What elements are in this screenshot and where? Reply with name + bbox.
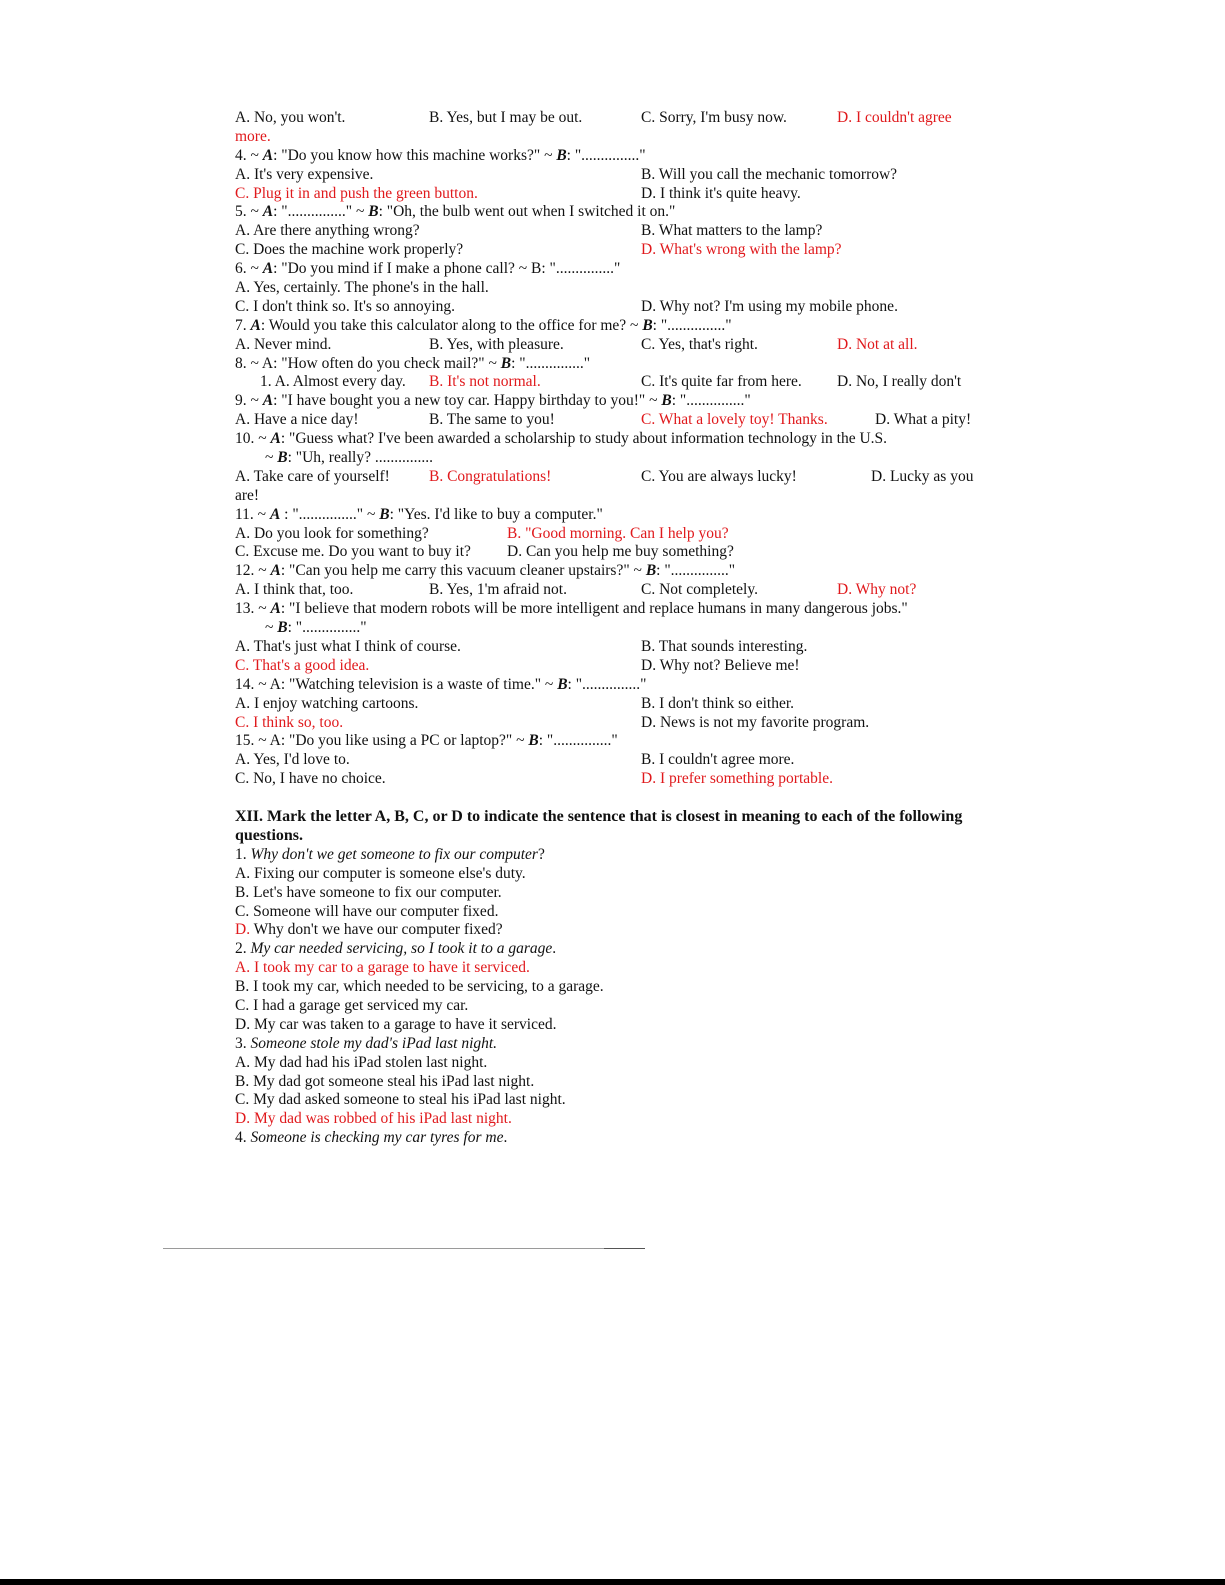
- q5-options-row1: [235, 222, 1000, 241]
- q15-options-row1: [235, 751, 1000, 770]
- q5-options-row2: [235, 241, 1000, 260]
- q9-options: [235, 411, 1000, 430]
- r3-option-d: [235, 1110, 1000, 1129]
- option-b-answer: B. It's not normal.: [429, 373, 541, 391]
- option-a: A. I think that, too.: [235, 581, 354, 599]
- section-heading: XII. Mark the letter A, B, C, or D to indicate the sentence that is closest in meaning to each of the following: [235, 808, 963, 826]
- q6-stem: 6. ~ A: "Do you mind if I make a phone call? ~ B: "...............": [235, 260, 621, 278]
- r2-option-c: C. I had a garage get serviced my car.: [235, 996, 469, 1014]
- option-c: C. Excuse me. Do you want to buy it?: [235, 543, 471, 561]
- r2-stem: 2. My car needed servicing, so I took it to a garage.: [235, 940, 557, 958]
- option-d-continuation: more.: [235, 127, 271, 145]
- option-b-answer: B. "Good morning. Can I help you?: [507, 524, 729, 542]
- option-c: C. I don't think so. It's so annoying.: [235, 297, 456, 315]
- option-d-answer: D. I couldn't agree: [837, 109, 952, 126]
- q12-options: [235, 581, 1000, 600]
- option-c: C. Sorry, I'm busy now.: [641, 109, 787, 126]
- q14-stem: 14. ~ A: "Watching television is a waste of time." ~ B: "...............": [235, 675, 647, 693]
- option-d: D. Lucky as you: [871, 467, 974, 485]
- option-a: A. Take care of yourself!: [235, 467, 390, 485]
- q11-options-row2: [235, 543, 1000, 562]
- q14-options-row2: [235, 714, 1000, 733]
- option-d-answer: D. What's wrong with the lamp?: [641, 241, 842, 259]
- page-bottom-edge: [0, 1579, 1225, 1585]
- option-d: D. No, I really don't: [837, 373, 962, 391]
- option-c-answer: C. What a lovely toy! Thanks.: [641, 411, 828, 429]
- q13-stem-b: ~ B: "...............": [265, 619, 367, 637]
- q3-options: [235, 109, 1000, 128]
- option-c-answer: C. That's a good idea.: [235, 656, 370, 674]
- q12-stem: 12. ~ A: "Can you help me carry this vacuum cleaner upstairs?" ~ B: "...............": [235, 562, 736, 580]
- option-d-answer: D. I prefer something portable.: [641, 770, 833, 788]
- q13-options-row2: [235, 657, 1000, 676]
- option-a: A. That's just what I think of course.: [235, 637, 461, 655]
- footnote-separator: [163, 1248, 645, 1249]
- q11-stem: 11. ~ A : "..............." ~ B: "Yes. I'd like to buy a computer.": [235, 505, 603, 523]
- option-c-answer: C. Plug it in and push the green button.: [235, 184, 478, 202]
- r1-option-a: A. Fixing our computer is someone else's duty.: [235, 864, 526, 882]
- q10-options: [235, 468, 1000, 487]
- option-c-answer: C. I think so, too.: [235, 713, 344, 731]
- option-b: B. Yes, with pleasure.: [429, 335, 564, 353]
- option-b: B. What matters to the lamp?: [641, 222, 823, 240]
- option-a: A. Never mind.: [235, 335, 332, 353]
- option-b: B. That sounds interesting.: [641, 637, 808, 655]
- q7-stem: 7. A: Would you take this calculator along to the office for me? ~ B: "...............": [235, 316, 732, 334]
- q7-options: [235, 336, 1000, 355]
- q8-stem: 8. ~ A: "How often do you check mail?" ~ B: "...............": [235, 354, 591, 372]
- option-d: D. Why not? I'm using my mobile phone.: [641, 297, 898, 315]
- option-c: C. It's quite far from here.: [641, 373, 802, 391]
- option-d: D. I think it's quite heavy.: [641, 184, 801, 202]
- option-b: B. I couldn't agree more.: [641, 751, 795, 769]
- option-d: D. What a pity!: [875, 411, 972, 429]
- option-a: A. It's very expensive.: [235, 165, 374, 183]
- r1-stem: 1. Why don't we get someone to fix our computer?: [235, 845, 545, 863]
- option-d-answer: D. Why not?: [837, 581, 917, 599]
- r1-option-d: D. Why don't we have our computer fixed?: [235, 921, 503, 939]
- option-d: D. News is not my favorite program.: [641, 713, 870, 731]
- r1-option-c: C. Someone will have our computer fixed.: [235, 902, 499, 920]
- q10-stem: 10. ~ A: "Guess what? I've been awarded a scholarship to study about information technology in the U.S.: [235, 430, 888, 448]
- option-d: D. Can you help me buy something?: [507, 543, 734, 561]
- q6-options-row2: [235, 298, 1000, 317]
- option-b: B. Will you call the mechanic tomorrow?: [641, 165, 898, 183]
- option-a: A. Do you look for something?: [235, 524, 429, 542]
- option-a: A. No, you won't.: [235, 109, 346, 126]
- option-b-answer: B. Congratulations!: [429, 467, 552, 485]
- option-a: A. I enjoy watching cartoons.: [235, 694, 419, 712]
- q4-options-row1: [235, 166, 1000, 185]
- q14-options-row1: [235, 695, 1000, 714]
- r3-option-a: A. My dad had his iPad stolen last night.: [235, 1053, 488, 1071]
- q13-options-row1: [235, 638, 1000, 657]
- r3-option-b: B. My dad got someone steal his iPad last night.: [235, 1072, 535, 1090]
- q6-options-row1: [235, 279, 1000, 298]
- q4-options-row2: [235, 185, 1000, 204]
- r4-stem: 4. Someone is checking my car tyres for me.: [235, 1129, 508, 1147]
- option-a: A. Are there anything wrong?: [235, 222, 420, 240]
- option-c: C. You are always lucky!: [641, 467, 797, 485]
- option-c: C. Does the machine work properly?: [235, 241, 464, 259]
- r3-stem: 3. Someone stole my dad's iPad last night.: [235, 1034, 498, 1052]
- r3-option-c: C. My dad asked someone to steal his iPad last night.: [235, 1091, 566, 1109]
- q13-stem: 13. ~ A: "I believe that modern robots will be more intelligent and replace humans in many dangerous jobs.": [235, 600, 908, 618]
- section-heading-cont: questions.: [235, 826, 304, 844]
- r2-option-a: [235, 959, 1000, 978]
- q9-stem: 9. ~ A: "I have bought you a new toy car. Happy birthday to you!" ~ B: "...............": [235, 392, 751, 410]
- option-c: C. Not completely.: [641, 581, 758, 599]
- option-d-answer: D. Not at all.: [837, 335, 918, 353]
- q8-options: [235, 373, 1000, 392]
- q11-options-row1: [235, 525, 1000, 544]
- q15-options-row2: [235, 770, 1000, 789]
- q10-stem-b: ~ B: "Uh, really? ...............: [265, 449, 433, 467]
- r2-option-d: D. My car was taken to a garage to have it serviced.: [235, 1015, 557, 1033]
- option-d: D. Why not? Believe me!: [641, 656, 800, 674]
- option-c: C. Yes, that's right.: [641, 335, 758, 353]
- option-a: A. Yes, certainly. The phone's in the hall.: [235, 279, 489, 297]
- option-a: 1. A. Almost every day.: [260, 373, 406, 391]
- q10-options-cont: [235, 487, 1000, 506]
- q15-stem: 15. ~ A: "Do you like using a PC or laptop?" ~ B: "...............": [235, 732, 618, 750]
- q4-stem: 4. ~ A: "Do you know how this machine works?" ~ B: "...............": [235, 146, 646, 164]
- option-a: A. Have a nice day!: [235, 411, 359, 429]
- option-d-continuation: are!: [235, 486, 260, 504]
- option-b: B. Yes, but I may be out.: [429, 109, 583, 126]
- option-b: B. The same to you!: [429, 411, 555, 429]
- r1-option-b: B. Let's have someone to fix our computer.: [235, 883, 502, 901]
- option-b: B. Yes, 1'm afraid not.: [429, 581, 567, 599]
- option-a: A. Yes, I'd love to.: [235, 751, 350, 769]
- document-page: [235, 109, 1000, 1148]
- q5-stem: 5. ~ A: "..............." ~ B: "Oh, the bulb went out when I switched it on.": [235, 203, 676, 221]
- option-c: C. No, I have no choice.: [235, 770, 386, 788]
- r2-option-b: B. I took my car, which needed to be servicing, to a garage.: [235, 978, 604, 996]
- option-d-answer: D. My dad was robbed of his iPad last night.: [235, 1110, 512, 1128]
- option-a-answer: A. I took my car to a garage to have it serviced.: [235, 959, 530, 977]
- option-b: B. I don't think so either.: [641, 694, 795, 712]
- q3-options-cont: [235, 128, 1000, 147]
- option-d-letter-answer: D.: [235, 921, 251, 939]
